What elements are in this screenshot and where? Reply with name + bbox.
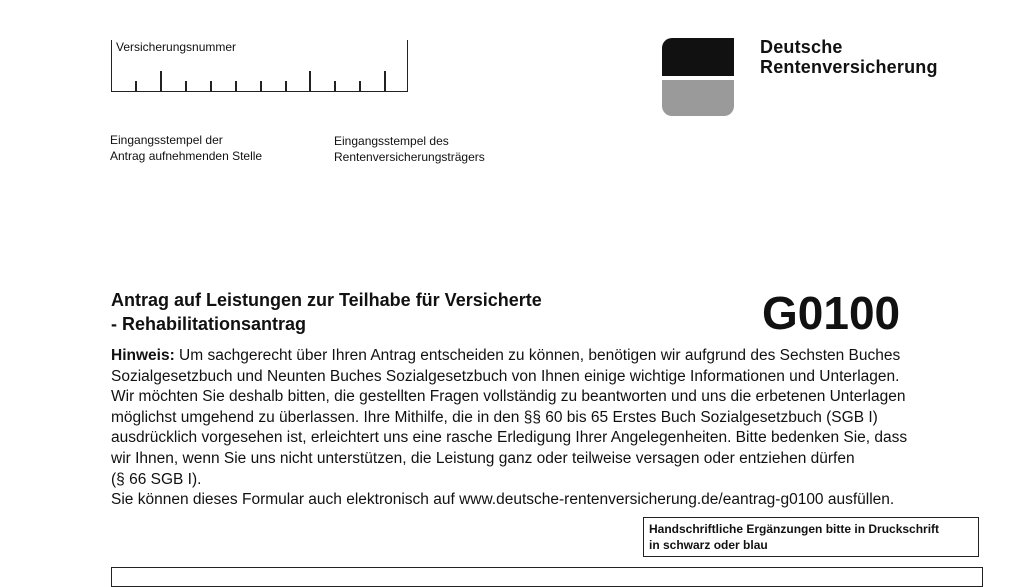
digit-tick [359, 81, 361, 91]
form-title: Antrag auf Leistungen zur Teilhabe für Versicherte - Rehabilitationsantrag [111, 290, 542, 334]
digit-tick [185, 81, 187, 91]
hint-label: Hinweis: [111, 347, 175, 364]
digit-tick [210, 81, 212, 91]
hint-paragraph: Hinweis: Um sachgerecht über Ihren Antrag entscheiden zu können, benötigen wir aufgrund des Sechsten Buches Sozialgesetzbuch und Neunten Buches Sozialgesetzbuch von Ihnen einige wichtige Informationen und Unterlagen. Wir möchten Sie deshalb bitten, die gestellten Fragen vollständig zu beantworten und uns die erbetenen Unterlagen möglichst umgehend zu überlassen. Ihre Mithilfe, die in den §§ 60 bis 65 Erstes Buch Sozialgesetzbuch (SGB I) ausdrücklich vorgesehen ist, erleichtert uns eine rasche Erledigung Ihrer Angelegenheiten. Bitte bedenken Sie, dass wir Ihnen, wenn Sie uns nicht unterstützen, die Leistung ganz oder teilweise versagen oder entziehen dürfen (§ 66 SGB I). Sie können dieses Formular auch elektronisch auf www.deutsche-rentenversicherung.de/eantrag-g0100 ausfüllen. [111, 347, 908, 509]
digit-tick [384, 71, 386, 91]
insurance-number-label: Versicherungsnummer [116, 40, 237, 54]
logo-wordmark: Deutsche Rentenversicherung [760, 37, 938, 77]
digit-tick [334, 81, 336, 91]
stamp-label-receiving-office: Eingangsstempel der Antrag aufnehmenden Stelle [110, 133, 263, 163]
drv-logo-icon [662, 38, 736, 116]
digit-tick [285, 81, 287, 91]
digit-tick [160, 71, 162, 91]
handwriting-note-box: Handschriftliche Ergänzungen bitte in Druckschrift in schwarz oder blau [643, 517, 979, 557]
digit-tick [260, 81, 262, 91]
digit-tick [309, 71, 311, 91]
form-code: G0100 [762, 287, 901, 339]
next-section-box [111, 567, 983, 587]
digit-tick [235, 81, 237, 91]
insurance-number-field[interactable] [111, 40, 408, 92]
stamp-label-insurer: Eingangsstempel des Rentenversicherungsträgers [334, 134, 485, 164]
digit-tick [135, 81, 137, 91]
